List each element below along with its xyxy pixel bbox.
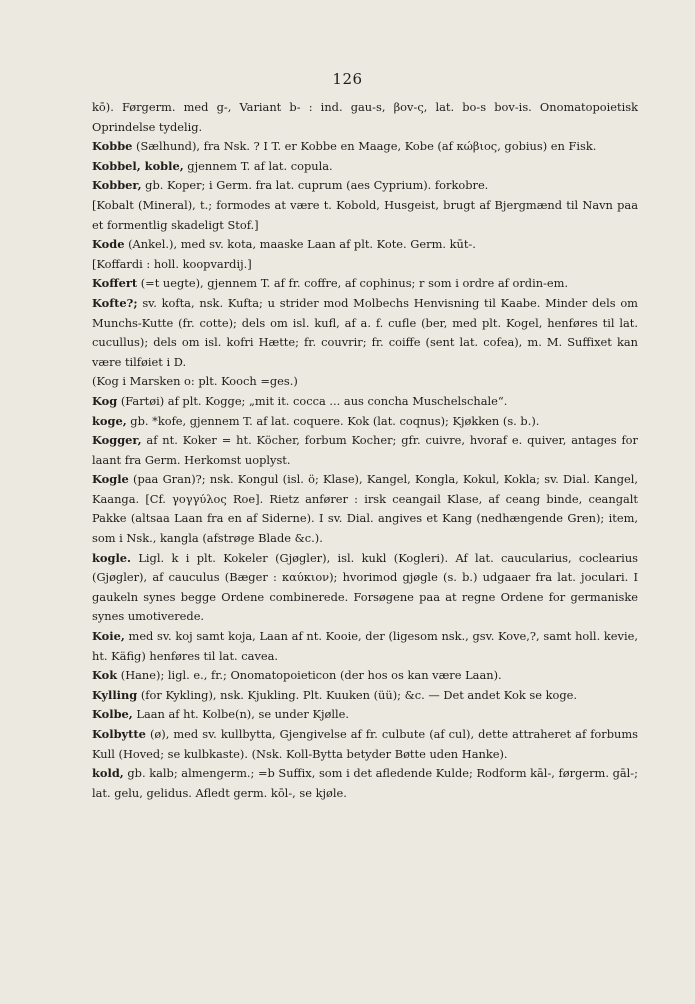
- entry-text: (paa Gran)?; nsk. Kongul (isl. ö; Klase), Kangel, Kongla, Kokul, Kokla; sv. Dial. Kangel, Kaanga. [Cf. γογγύλος Roe]. Rietz anfører : irsk ceangail Klase, af ceang binde, ceangalt Pakke (altsaa Laan fra en af Siderne). I sv. Dial. angives et Kang (nedhængende Gren); item, som i Nsk., kangla (afstrøge Blade &c.).: [92, 472, 638, 546]
- dictionary-entry: [92, 666, 638, 686]
- entry-text: af nt. Koker = ht. Köcher, forbum Kocher; gfr. cuivre, hvoraf e. quiver, antages for laant fra Germ. Herkomst uoplyst.: [92, 433, 638, 467]
- entry-headword: Kobber,: [92, 178, 142, 193]
- entry-headword: Kobbe: [92, 139, 133, 154]
- entry-text: Ligl. k i plt. Kokeler (Gjøgler), isl. kukl (Kogleri). Af lat. caucularius, coclearius (Gjøgler), af cauculus (Bæger : καύκιον); hvorimod gjøgle (s. b.) udgaaer fra lat. joculari. I gaukeln synes begge Ordene combinerede. Forsøgene paa at regne Ordene for germaniske synes umotiverede.: [92, 550, 638, 624]
- dictionary-entry: [92, 196, 638, 235]
- dictionary-entry: [92, 176, 638, 196]
- dictionary-entry: [92, 549, 638, 627]
- entry-text: (Kog i Marsken o: plt. Kooch =ges.): [92, 374, 298, 389]
- entry-headword: Kylling: [92, 687, 138, 702]
- dictionary-entry: [92, 255, 638, 275]
- dictionary-entry: [92, 98, 638, 137]
- entry-headword: koge,: [92, 413, 127, 428]
- entry-text: [Koffardi : holl. koopvardij.]: [92, 256, 252, 271]
- entry-headword: kold,: [92, 766, 124, 781]
- dictionary-entry: [92, 627, 638, 666]
- entry-headword: Kolbe,: [92, 707, 133, 722]
- entry-text: (=t uegte), gjennem T. af fr. coffre, af cophinus; r som i ordre af ordin-em.: [137, 276, 569, 291]
- entry-text: (ø), med sv. kullbytta, Gjengivelse af fr. culbute (af cul), dette attraheret af forbums Kull (Hoved; se kulbkaste). (Nsk. Koll-Bytta betyder Bøtte uden Hanke).: [92, 727, 638, 761]
- dictionary-entry: [92, 372, 638, 392]
- entry-headword: Kolbytte: [92, 727, 146, 741]
- entry-text: [Kobalt (Mineral), t.; formodes at være t. Kobold, Husgeist, brugt af Bjergmænd til Navn paa et formentlig skadeligt Stof.]: [92, 197, 638, 232]
- dictionary-entry: [92, 686, 638, 706]
- entry-text: gb. *kofe, gjennem T. af lat. coquere. Kok (lat. coqnus); Kjøkken (s. b.).: [126, 413, 540, 428]
- dictionary-entry: [92, 235, 638, 255]
- dictionary-entry: [92, 412, 638, 432]
- entry-text: med sv. koj samt koja, Laan af nt. Kooie, der (ligesom nsk., gsv. Kove,?, samt holl. kevie, ht. Käfig) henføres til lat. cavea.: [92, 629, 638, 663]
- entry-text: kō). Førgerm. med g-, Variant b- : ind. gau-s, βov-ς, lat. bo-s bov-is. Onomatopoietisk Oprindelse tydelig.: [92, 100, 638, 134]
- dictionary-entry: [92, 725, 638, 764]
- entry-headword: Kobbel, koble,: [92, 158, 184, 173]
- entry-text: (for Kykling), nsk. Kjukling. Plt. Kuuken (üü); &c. — Det andet Kok se koge.: [137, 687, 577, 702]
- page-number: 126: [332, 70, 363, 88]
- dictionary-entry: [92, 470, 638, 548]
- dictionary-entry: [92, 274, 638, 294]
- entry-text: sv. kofta, nsk. Kufta; u strider mod Molbechs Henvisning til Kaabe. Minder dels om Munchs-Kutte (fr. cotte); dels om isl. kufl, af a. f. cufle (ber, med plt. Kogel, henføres til lat. cucullus); dels om isl. kofri Hætte; fr. couvrir; fr. coiffe (sent lat. cofea), m. M. Suffixet kan være tilføiet i D.: [92, 295, 638, 369]
- entry-headword: Kofte?;: [92, 295, 138, 310]
- entry-text: gb. kalb; almengerm.; =b Suffix, som i det afledende Kulde; Rodform kāl-, førgerm. gāl-; lat. gelu, gelidus. Afledt germ. kōl-, se kjøle.: [92, 766, 638, 800]
- entry-headword: Koffert: [92, 276, 138, 291]
- entry-text: gjennem T. af lat. copula.: [183, 158, 333, 173]
- dictionary-entry: [92, 764, 638, 803]
- dictionary-entry: [92, 294, 638, 372]
- entry-text: (Sælhund), fra Nsk. ? I T. er Kobbe en Maage, Kobe (af κώβιος, gobius) en Fisk.: [132, 139, 597, 154]
- dictionary-entry: [92, 431, 638, 470]
- entry-headword: Kogger,: [92, 433, 142, 448]
- entry-headword: Kok: [92, 668, 118, 683]
- dictionary-entry: [92, 705, 638, 725]
- entry-headword: kogle.: [92, 550, 131, 565]
- entry-text: (Hane); ligl. e., fr.; Onomatopoieticon (der hos os kan være Laan).: [117, 668, 502, 683]
- dictionary-entry: [92, 392, 638, 412]
- entry-text: (Ankel.), med sv. kota, maaske Laan af plt. Kote. Germ. kūt-.: [124, 237, 476, 252]
- entry-headword: Kog: [92, 393, 118, 408]
- entry-text: (Fartøi) af plt. Kogge; „mit it. cocca ... aus concha Muschelschale“.: [117, 393, 508, 408]
- dictionary-entry: [92, 157, 638, 177]
- entry-headword: Kogle: [92, 472, 129, 487]
- dictionary-text-body: [92, 98, 638, 803]
- entry-headword: Koie,: [92, 629, 125, 644]
- entry-headword: Kode: [92, 237, 125, 252]
- entry-text: Laan af ht. Kolbe(n), se under Kjølle.: [132, 707, 349, 722]
- dictionary-entry: [92, 137, 638, 157]
- entry-text: gb. Koper; i Germ. fra lat. cuprum (aes Cyprium). forkobre.: [141, 178, 489, 193]
